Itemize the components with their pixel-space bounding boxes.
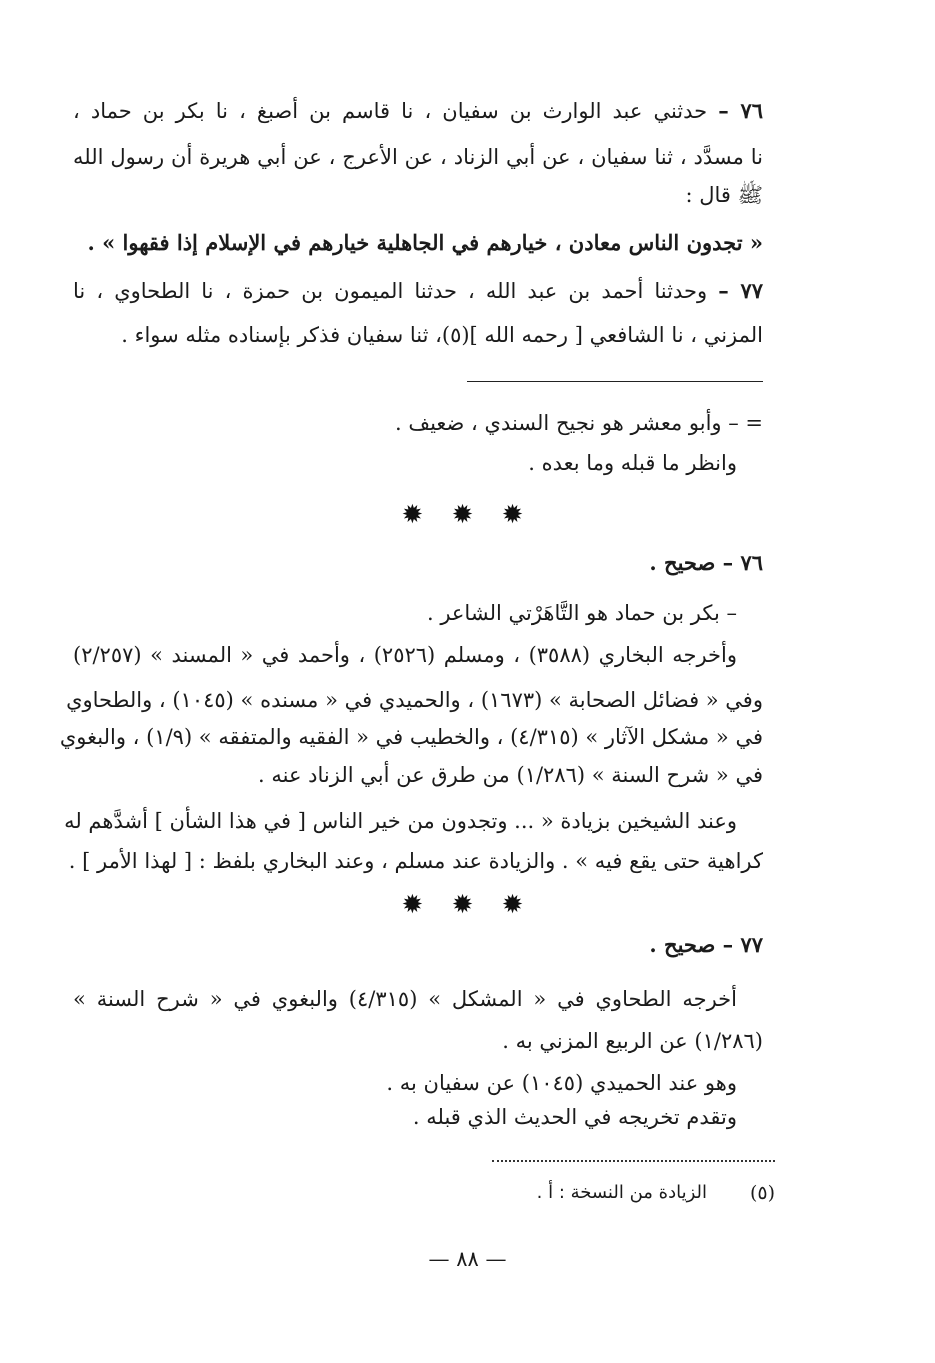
hadith-76-matn: « تجدون الناس معادن ، خيارهم في الجاهلية خيارهم في الإسلام إذا فقهوا » . [87,230,763,255]
hadith-76-line-2: نا مسدَّد ، ثنا سفيان ، عن أبي الزناد ، عن الأعرج ، عن أبي هريرة أن رسول الله [73,145,763,169]
note-77-line-4: وتقدم تخريجه في الحديث الذي قبله . [412,1105,737,1129]
note-76-line-5: في « شرح السنة » (١/٢٨٦) من طرق عن أبي الزناد عنه . [258,763,763,787]
hadith-76-text-1: حدثني عبد الوارث بن سفيان ، نا قاسم بن أصبغ ، نا بكر بن حماد ، [73,99,708,123]
footnote-separator [467,381,763,382]
stars-divider-1: ✹ ✹ ✹ [401,500,534,530]
note-76-line-7: كراهية حتى يقع فيه » . والزيادة عند مسلم ، وعند البخاري بلفظ : [ لهذا الأمر ] . [68,849,763,873]
hadith-76-number: ٧٦ – [718,98,764,123]
hadith-77-number: ٧٧ – [718,278,764,303]
hadith-77-text-1: وحدثنا أحمد بن عبد الله ، حدثنا الميمون بن حمزة ، نا الطحاوي ، نا [73,279,708,303]
hadith-77-line-1 [73,276,763,306]
note-77-line-1: أخرجه الطحاوي في « المشكل » (٤/٣١٥) والبغوي في « شرح السنة » [73,987,737,1011]
continued-note-line-2: وانظر ما قبله وما بعده . [528,451,737,475]
hadith-77-line-2: المزني ، نا الشافعي [ رحمه الله ](٥)، ثنا سفيان فذكر بإسناده مثله سواء . [121,323,763,347]
continued-note-line-1: = – وأبو معشر هو نجيح السندي ، ضعيف . [394,411,763,435]
note-76-line-4: في « مشكل الآثار » (٤/٣١٥) ، والخطيب في « الفقيه والمتفقه » (١/٩) ، والبغوي [59,725,763,749]
note-77-line-2: (١/٢٨٦) عن الربيع المزني به . [502,1029,763,1053]
page-number: — ٨٨ — [428,1247,507,1271]
footnote-marker: (٥) [749,1182,775,1204]
note-77-heading: ٧٧ – صحيح . [649,932,763,957]
hadith-76-line-1 [73,96,763,126]
dotted-separator [492,1160,775,1162]
hadith-76-line-3: ﷺ قال : [685,183,763,207]
note-76-line-1: – بكر بن حماد هو التَّاهَرْتي الشاعر . [426,601,737,625]
note-76-heading: ٧٦ – صحيح . [649,550,763,575]
stars-divider-2: ✹ ✹ ✹ [401,890,534,920]
note-76-line-2: وأخرجه البخاري (٣٥٨٨) ، ومسلم (٢٥٢٦) ، وأحمد في « المسند » (٢/٢٥٧) [73,643,737,667]
note-77-line-3: وهو عند الحميدي (١٠٤٥) عن سفيان به . [386,1071,737,1095]
note-76-line-6: وعند الشيخين بزيادة « ... وتجدون من خير الناس [ في هذا الشأن ] أشدَّهم له [64,809,737,833]
note-76-line-3: وفي « فضائل الصحابة » (١٦٧٣) ، والحميدي في « مسنده » (١٠٤٥) ، والطحاوي [66,688,763,712]
footnote-text: الزيادة من النسخة : أ . [536,1182,707,1203]
